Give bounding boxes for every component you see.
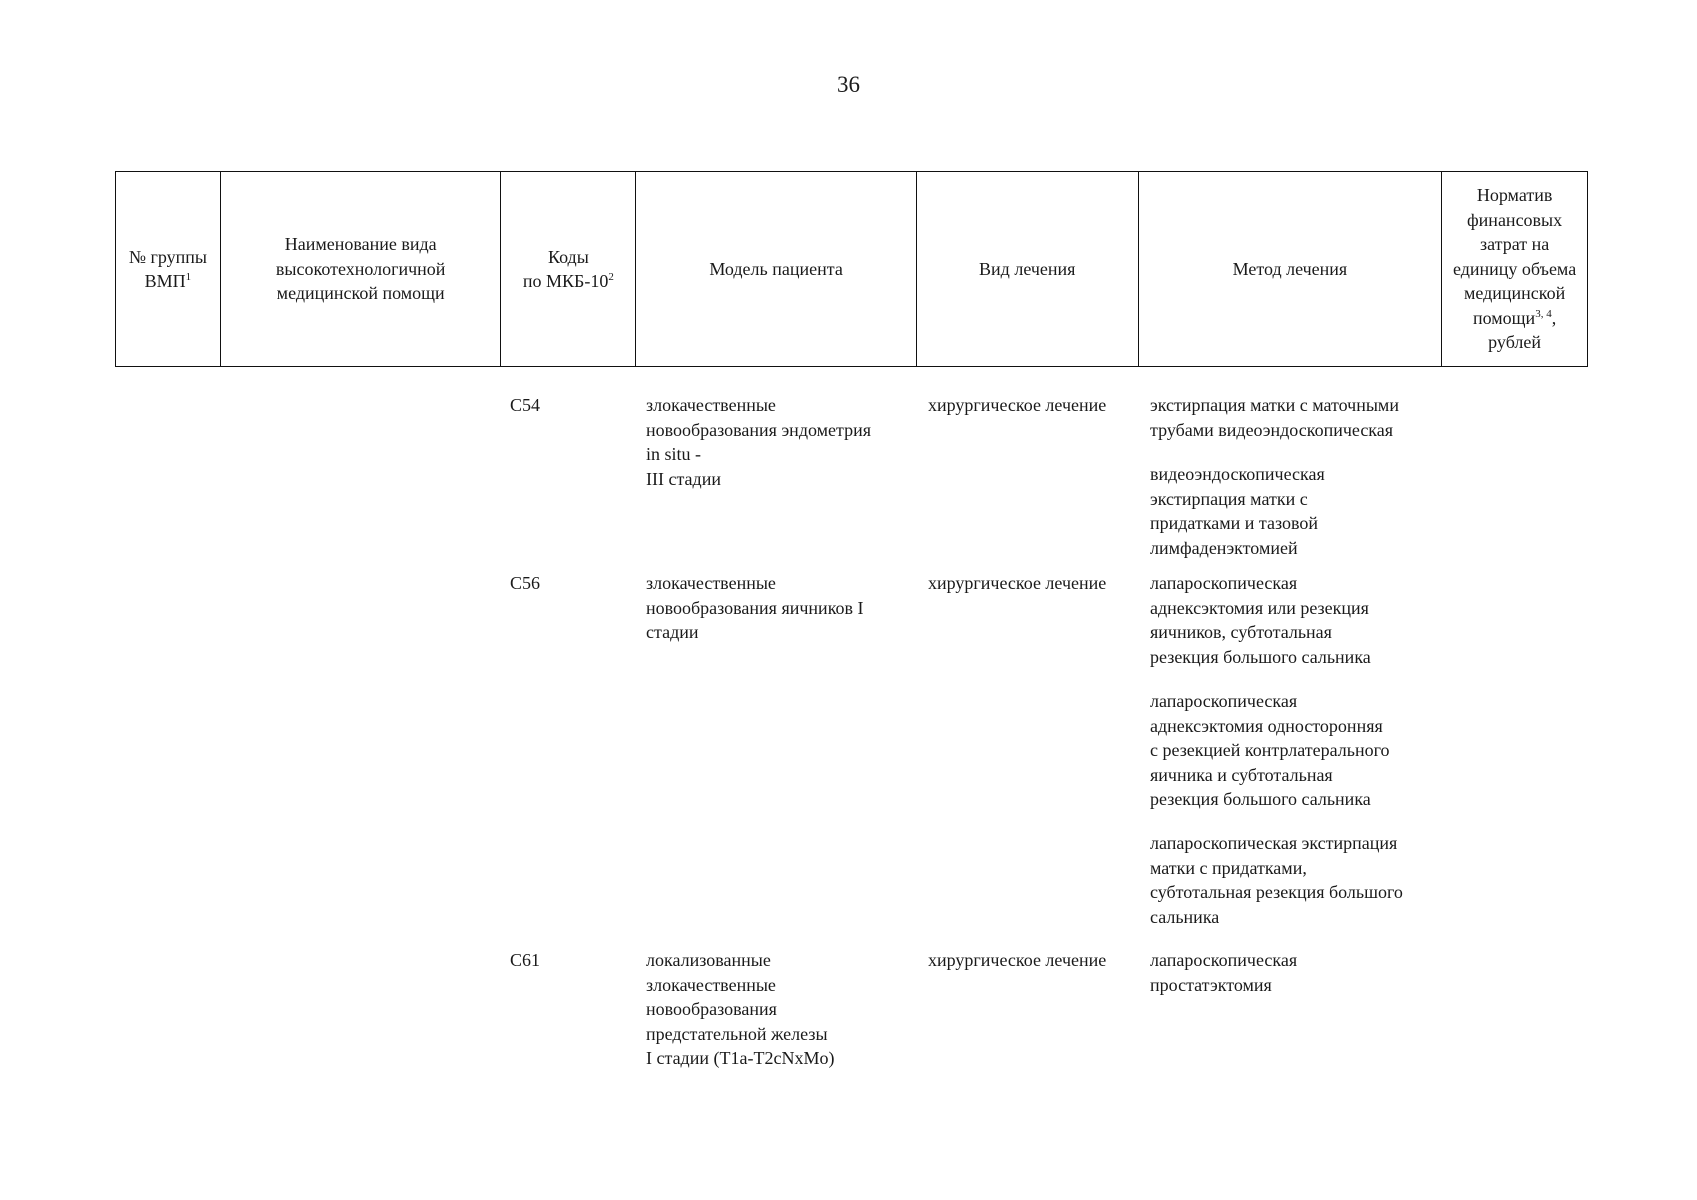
header-method	[1139, 172, 1443, 366]
header-treatment-type-label: Вид лечения	[979, 258, 1076, 279]
header-group-no	[116, 172, 221, 366]
header-codes-label: Коды по МКБ-10	[522, 246, 609, 291]
header-method-label: Метод лечения	[1232, 258, 1348, 279]
row-method-c54-2: видеоэндоскопическая экстирпация матки с придатками и тазовой лимфаденэктомией	[1150, 464, 1325, 558]
row-code-c61: C61	[510, 950, 541, 970]
row-code-c56: C56	[510, 573, 541, 593]
row-code-c54: C54	[510, 395, 541, 415]
row-method-c54-1: экстирпация матки с маточными трубами видеоэндоскопическая	[1150, 395, 1399, 440]
row-method-c61-1: лапароскопическая простатэктомия	[1150, 950, 1298, 995]
row-model-c61: локализованные злокачественные новообразования предстательной железы I стадии (T1a-T2cNxMo)	[646, 950, 835, 1068]
header-norm-label: Норматив финансовых затрат на единицу объема медицинской помощи	[1452, 185, 1577, 328]
row-model-c54: злокачественные новообразования эндометрия in situ - III стадии	[646, 395, 872, 489]
row-method-c56-2: лапароскопическая аднексэктомия односторонняя с резекцией контрлатерального яичника и субтотальная резекция большого сальника	[1150, 691, 1390, 809]
header-norm	[1442, 172, 1587, 366]
row-method-c56-3: лапароскопическая экстирпация матки с придатками, субтотальная резекция большого сальника	[1150, 833, 1403, 927]
header-model-label: Модель пациента	[709, 258, 843, 279]
header-codes-footnote: 2	[608, 271, 614, 283]
header-treatment-type	[917, 172, 1139, 366]
table-header	[115, 171, 1588, 367]
header-name	[221, 172, 502, 366]
header-group-no-footnote: 1	[185, 271, 192, 283]
row-method-c56-1: лапароскопическая аднексэктомия или резекция яичников, субтотальная резекция большого сальника	[1150, 573, 1371, 667]
row-model-c56: злокачественные новообразования яичников I стадии	[646, 573, 864, 642]
header-codes	[501, 172, 636, 366]
header-group-no-label: № группы ВМП	[128, 246, 208, 291]
header-model	[636, 172, 917, 366]
row-type-c56: хирургическое лечение	[928, 573, 1107, 593]
header-norm-footnote: 3, 4	[1535, 307, 1552, 320]
row-type-c54: хирургическое лечение	[928, 395, 1107, 415]
header-name-label: Наименование вида высокотехнологичной медицинской помощи	[275, 234, 446, 304]
header-norm-unit: , рублей	[1488, 307, 1557, 353]
page-number: 36	[837, 72, 860, 97]
row-type-c61: хирургическое лечение	[928, 950, 1107, 970]
